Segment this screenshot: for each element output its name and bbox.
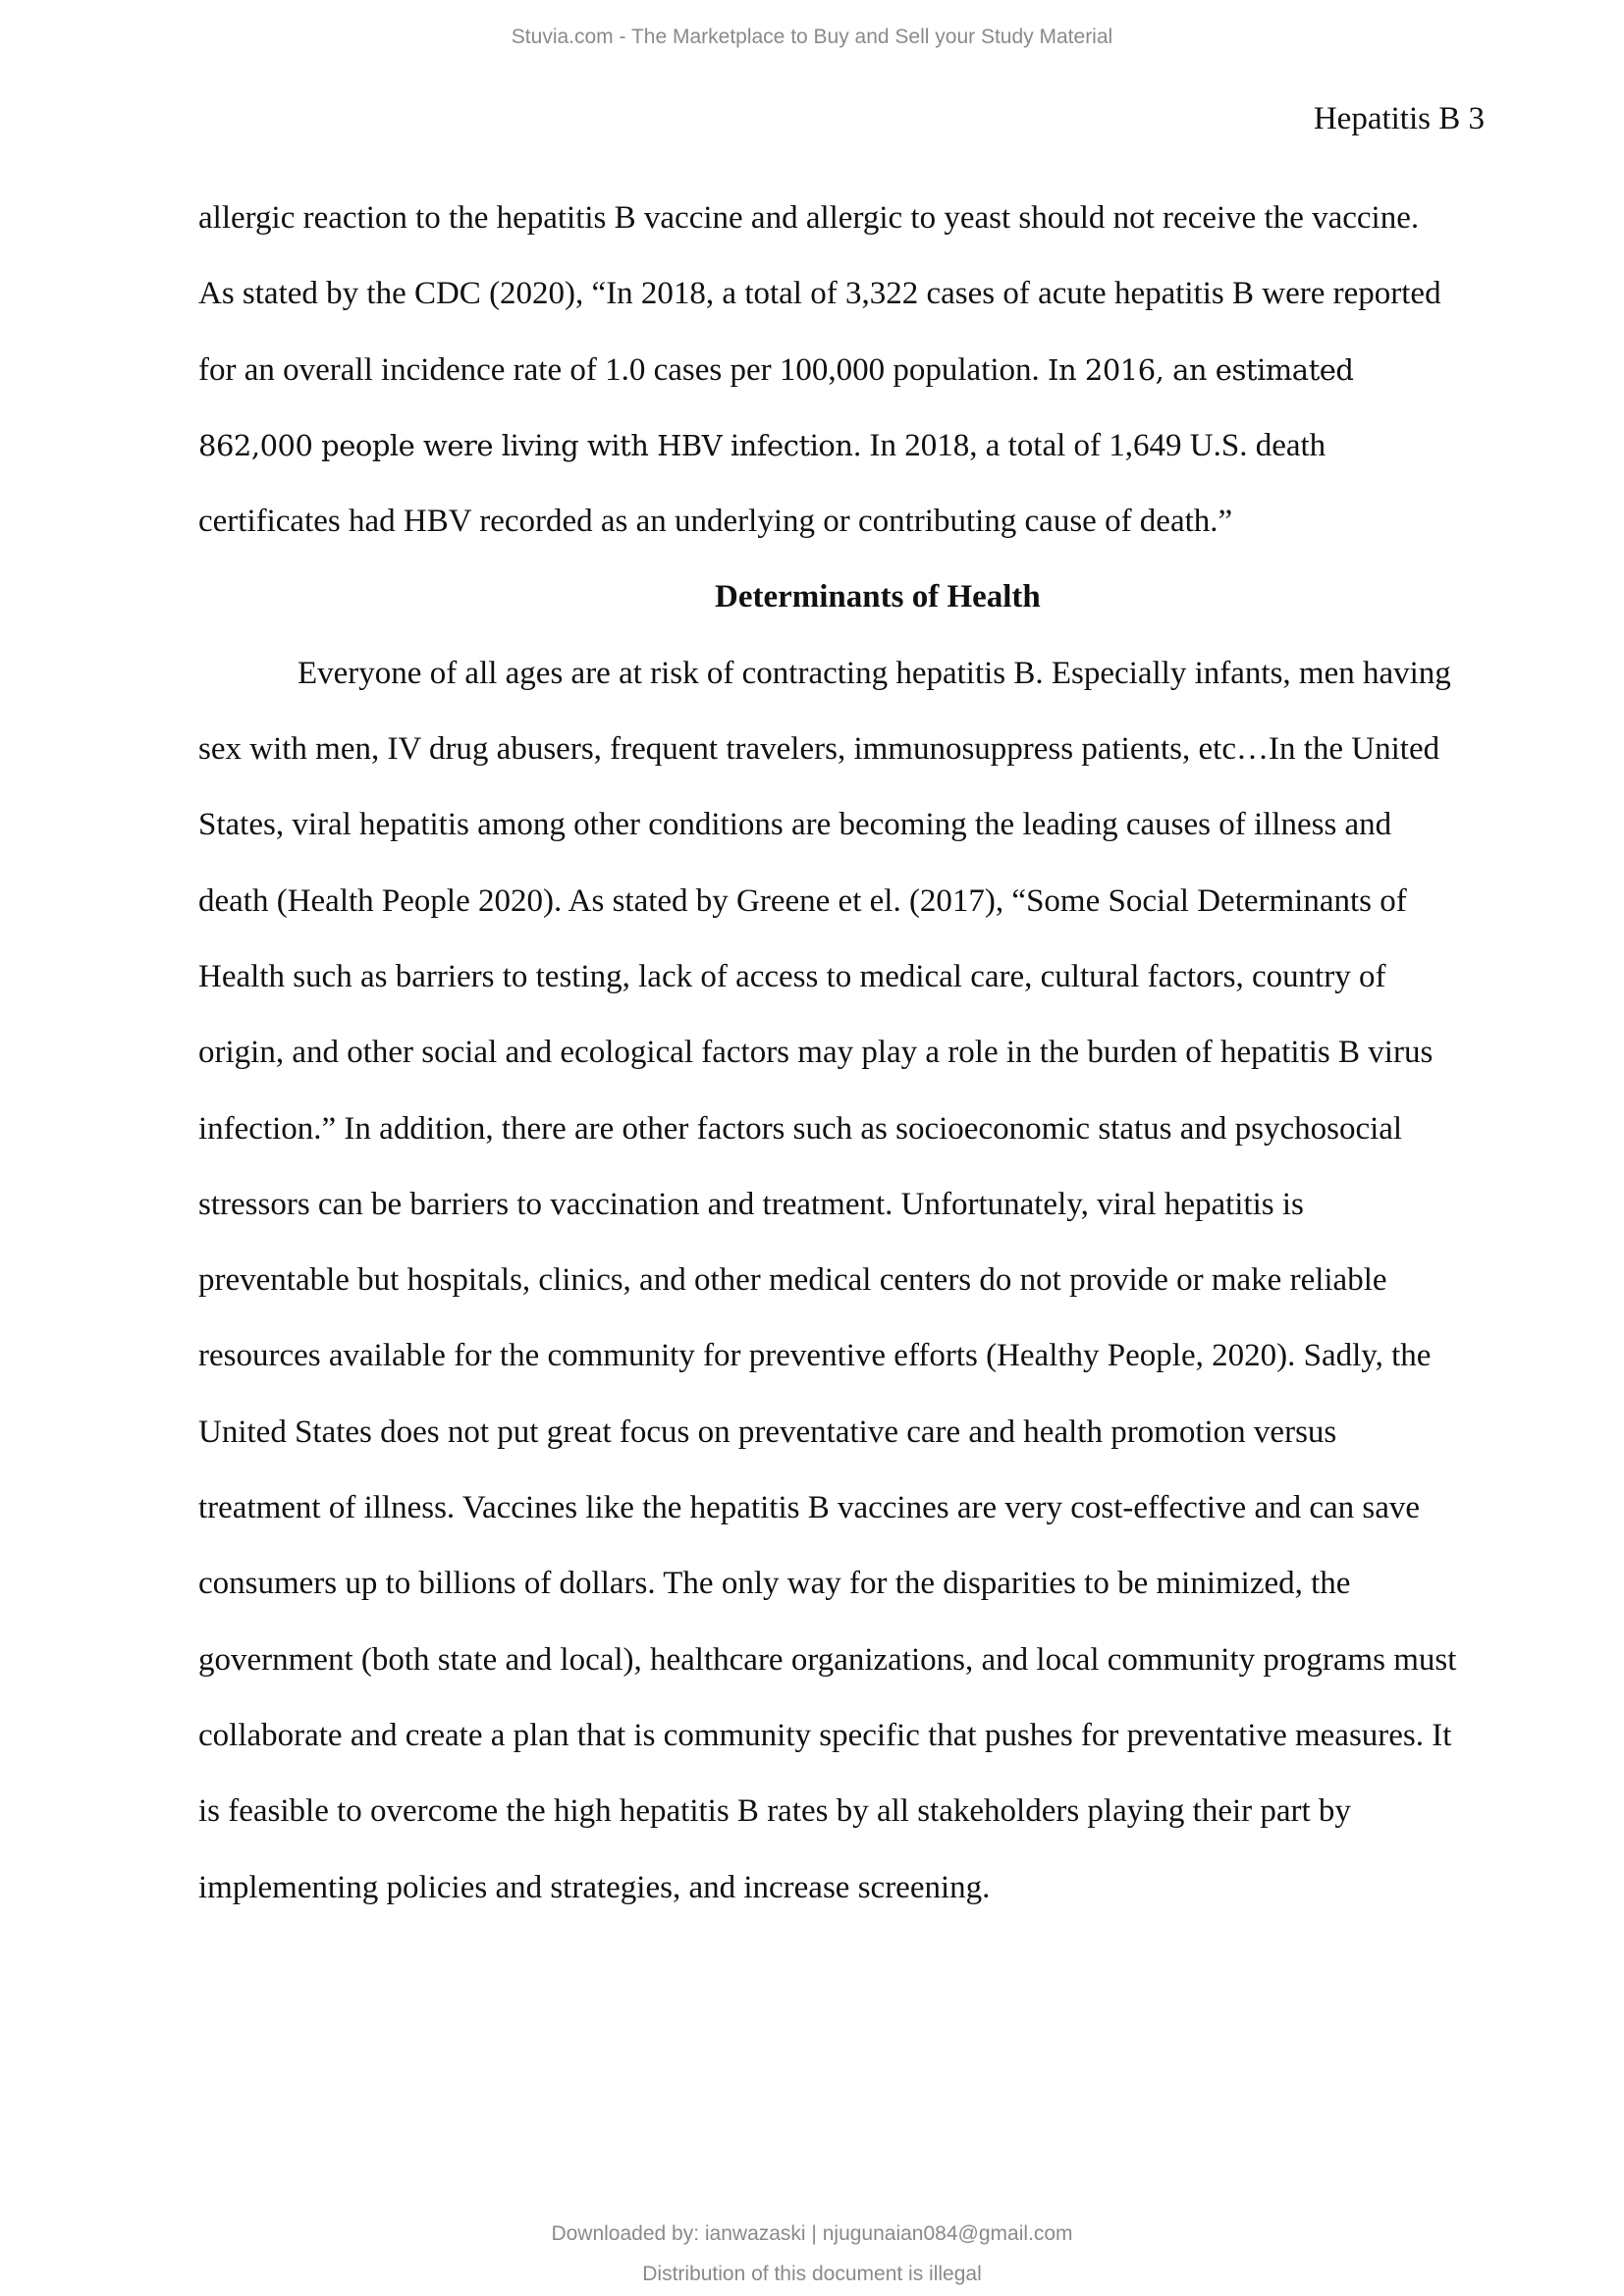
running-head: Hepatitis B 3 [1313,101,1485,136]
text-span: 862,000 people were living with HBV infection. [198,428,862,462]
text-line: stressors can be barriers to vaccination and treatment. Unfortunately, viral hepatitis is [198,1186,1304,1222]
text-line: collaborate and create a plan that is community specific that pushes for preventative measures. It [198,1717,1452,1753]
distribution-notice: Distribution of this document is illegal [642,2263,982,2285]
text-line: is feasible to overcome the high hepatitis B rates by all stakeholders playing their part by [198,1793,1351,1830]
text-line: consumers up to billions of dollars. The only way for the disparities to be minimized, the [198,1566,1351,1602]
text-line: government (both state and local), healthcare organizations, and local community programs must [198,1641,1457,1678]
text-line: resources available for the community for preventive efforts (Healthy People, 2020). Sadly, the [198,1338,1432,1374]
text-line [198,408,1494,484]
text-line: sex with men, IV drug abusers, frequent travelers, immunosuppress patients, etc…In the United [198,731,1440,768]
watermark-header: Stuvia.com - The Marketplace to Buy and Sell your Study Material [511,26,1113,48]
downloaded-by-footer: Downloaded by: ianwazaski | njugunaian084@gmail.com [551,2222,1073,2245]
text-span: In 2016, an estimated [1048,352,1354,387]
text-span: In 2018, a total of 1,649 U.S. death [861,427,1326,463]
text-line: treatment of illness. Vaccines like the hepatitis B vaccines are very cost-effective and can save [198,1490,1421,1526]
text-line: origin, and other social and ecological factors may play a role in the burden of hepatitis B virus [198,1035,1434,1071]
text-line: United States does not put great focus on preventative care and health promotion versus [198,1414,1337,1450]
text-line: certificates had HBV recorded as an underlying or contributing cause of death.” [198,504,1233,540]
text-line: As stated by the CDC (2020), “In 2018, a total of 3,322 cases of acute hepatitis B were reported [198,276,1441,312]
text-line: preventable but hospitals, clinics, and other medical centers do not provide or make reliable [198,1262,1387,1299]
text-line [198,333,1494,408]
text-line: infection.” In addition, there are other factors such as socioeconomic status and psychosocial [198,1110,1403,1147]
text-line: Health such as barriers to testing, lack of access to medical care, cultural factors, country of [198,958,1386,994]
text-line: States, viral hepatitis among other conditions are becoming the leading causes of illness and [198,807,1392,843]
text-line: allergic reaction to the hepatitis B vaccine and allergic to yeast should not receive the vaccine. [198,200,1420,236]
document-body [198,181,1494,1926]
text-span: for an overall incidence rate of 1.0 cases per 100,000 population. [198,351,1049,388]
text-line: implementing policies and strategies, and increase screening. [198,1869,991,1905]
text-line: death (Health People 2020). As stated by Greene et el. (2017), “Some Social Determinants of [198,882,1407,919]
section-heading: Determinants of Health [715,579,1041,615]
text-line: Everyone of all ages are at risk of contracting hepatitis B. Especially infants, men having [298,655,1451,691]
